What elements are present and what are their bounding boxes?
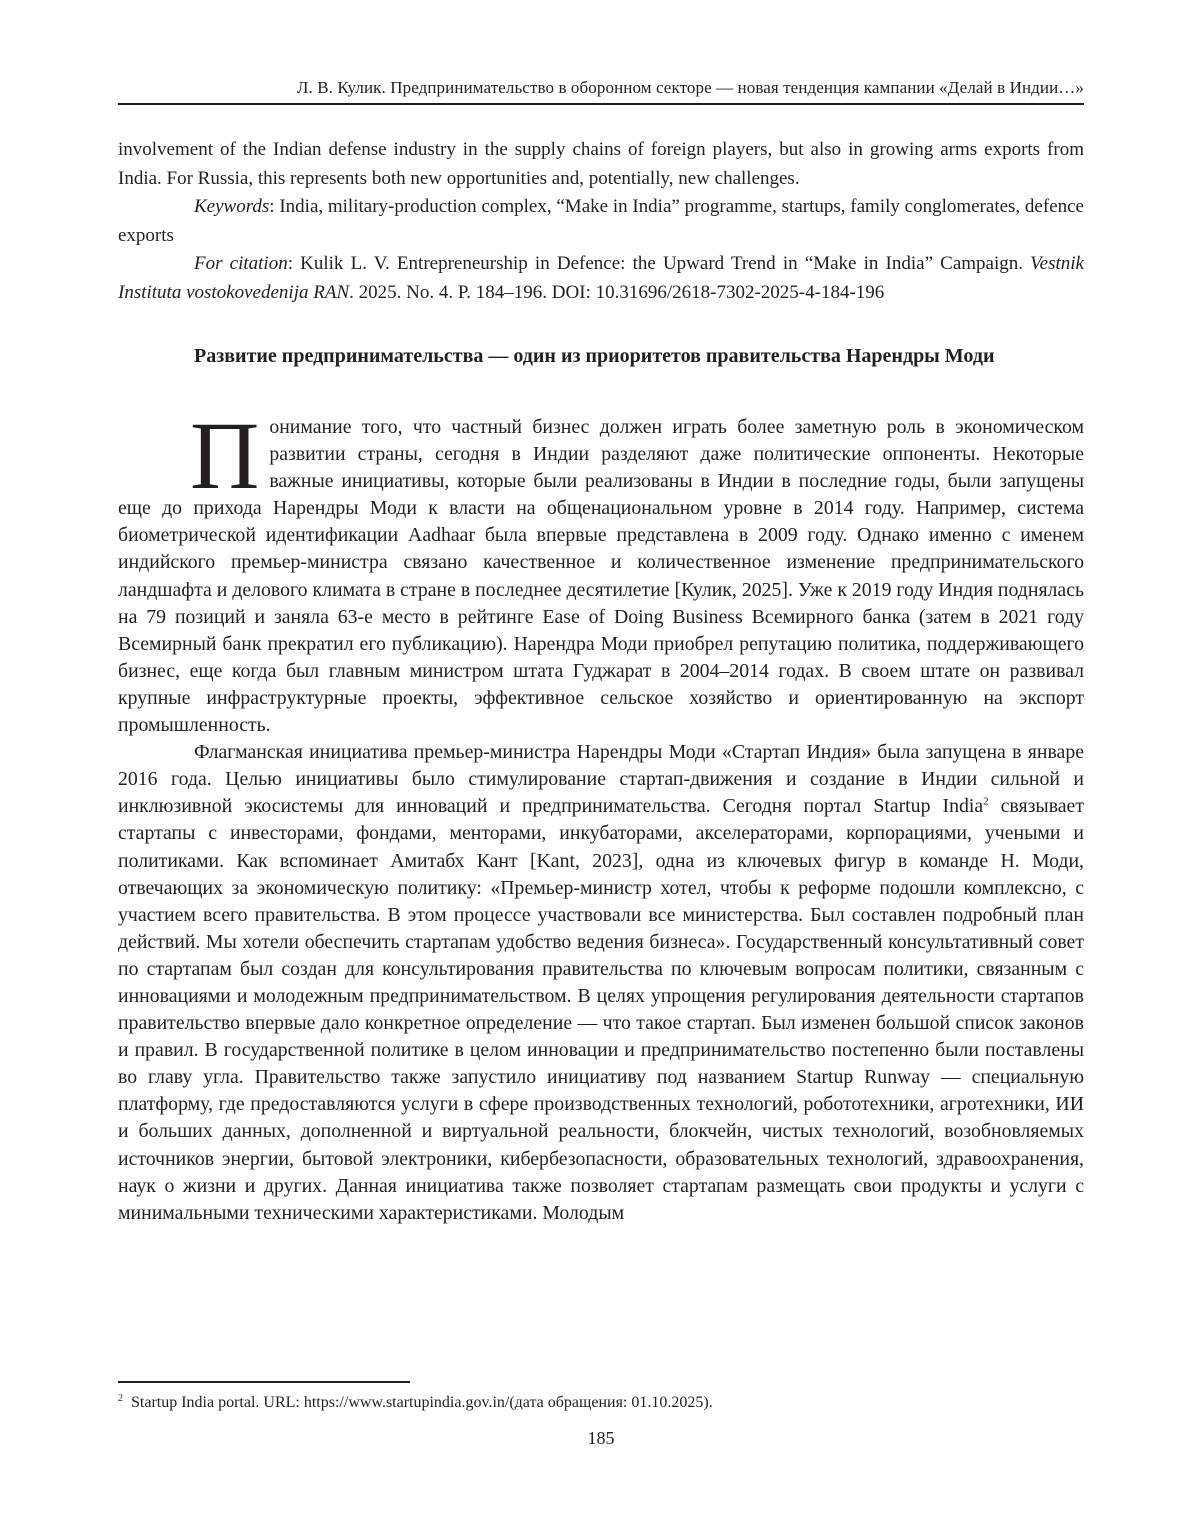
paragraph-2 (118, 739, 1084, 1227)
page-number: 185 (587, 1428, 615, 1448)
paragraph-2-start: Флагманская инициатива премьер-министра Нарендры Моди «Стартап Индия» была запущена в январе 2016 года. Целью инициативы было стимулирование стартап-движения и создание в Индии сильной и инклюзивной экосистемы для инноваций и предпринимательства. Сегодня портал Startup India (118, 741, 1084, 818)
body-text (118, 402, 1084, 1227)
footnote-reference[interactable]: 2 (983, 795, 989, 808)
keywords-label: Keywords (194, 196, 270, 217)
drop-cap: П (190, 402, 260, 509)
footnote (118, 1392, 1084, 1414)
citation-label: For citation (194, 253, 288, 274)
header-rule (118, 103, 1084, 105)
paragraph-1-text: онимание того, что частный бизнес должен играть более заметную роль в экономическом развитии страны, сегодня в Индии разделяют даже политические оппоненты. Некоторые важные инициативы, которые были реализованы в Индии в последние годы, были запущены еще до прихода Нарендры Моди к власти на общенациональном уровне в 2014 году. Например, система биометрической идентификации Aadhaar была впервые представлена в 2009 году. Однако именно с именем индийского премьер-министра связано качественное и количественное изменение предпринимательского ландшафта и делового климата в стране в последнее десятилетие [Кулик, 2025]. Уже к 2019 году Индия поднялась на 79 позиций и заняла 63-е место в рейтинге Ease of Doing Business Всемирного банка (затем в 2021 году Всемирный банк прекратил его публикацию). Нарендра Моди приобрел репутацию политика, поддерживающего бизнес, еще когда был главным министром штата Гуджарат в 2004–2014 годах. В своем штате он развивал крупные инфраструктурные проекты, эффективное сельское хозяйство и ориентированную на экспорт промышленность. (118, 416, 1084, 737)
section-title: Развитие предпринимательства — один из приоритетов правительства Нарендры Моди (194, 345, 995, 367)
citation-text: : Kulik L. V. Entrepreneurship in Defence: the Upward Trend in “Make in India” Campaign. (287, 253, 1024, 274)
abstract-section (118, 136, 1084, 307)
footnote-text: Startup India portal. URL: https://www.startupindia.gov.in/(дата обращения: 01.10.2025). (131, 1394, 713, 1411)
footnote-number: 2 (118, 1392, 123, 1404)
footnote-rule (118, 1381, 410, 1383)
keywords-line (118, 193, 1084, 250)
citation-line (118, 250, 1084, 307)
keywords-text: : India, military-production complex, “Make in India” programme, startups, family conglomerates, defence exports (118, 196, 1084, 246)
abstract-ending: involvement of the Indian defense industry in the supply chains of foreign players, but also in growing arms exports from India. For Russia, this represents both new opportunities and, potentially, new challenges. (118, 139, 1084, 189)
paragraph-1 (118, 402, 1084, 739)
citation-details: . 2025. No. 4. P. 184–196. DOI: 10.31696/2618-7302-2025-4-184-196 (349, 281, 885, 303)
paragraph-2-end: связывает стартапы с инвесторами, фондами, менторами, инкубаторами, акселераторами, корпорациями, учеными и политиками. Как вспоминает Амитабх Кант [Kant, 2023], одна из ключевых фигур в команде Н. Моди, отвечающих за экономическую политику: «Премьер-министр хотел, чтобы к реформе подошли комплексно, с участием всего правительства. В этом процессе участвовали все министерства. Был составлен подробный план действий. Мы хотели обеспечить стартапам удобство ведения бизнеса». Государственный консультативный совет по стартапам был создан для консультирования правительства по ключевым вопросам политики, связанным с инновациями и молодежным предпринимательством. В целях упрощения регулирования деятельности стартапов правительство впервые дало конкретное определение — что такое стартап. Был изменен большой список законов и правил. В государственной политике в целом инновации и предпринимательство постепенно были поставлены во главу угла. Правительство также запустило инициативу под названием Startup Runway — специальную платформу, где предоставляются услуги в сфере производственных технологий, робототехники, агротехники, ИИ и больших данных, дополненной и виртуальной реальности, блокчейн, чистых технологий, возобновляемых источников энергии, бытовой электроники, кибербезопасности, образовательных технологий, здравоохранения, наук о жизни и других. Данная инициатива также позволяет стартапам размещать свои продукты и услуги с минимальными техническими характеристиками. Молодым (118, 795, 1084, 1224)
running-header: Л. В. Кулик. Предпринимательство в оборонном секторе — новая тенденция кампании «Делай в Индии…» (296, 78, 1084, 97)
citation-journal: Vestnik Instituta vostokovedenija RAN (118, 253, 1084, 303)
